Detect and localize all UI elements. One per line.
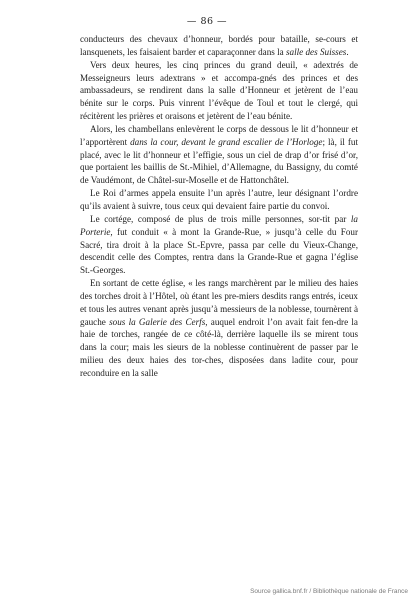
text-segment: Vers deux heures, les cinq princes du grand deuil, « adextrés de Messeigneurs leurs adextrans » et accompa-gnés des princes et des ambassadeurs, se rendirent dans la salle d’Honneur et jetèrent de l’eau bénite sur le corps. Puis vinrent l’évêque de Toul et tout le clergé, qui récitèrent les prières et oraisons et jetèrent de l’eau bénite. <box>80 59 358 122</box>
paragraph <box>80 123 358 187</box>
italic-text: salle des Suisses <box>285 46 347 57</box>
text-segment: , fut conduit « à mont la Grande-Rue, » jusqu’à celle du Four Sacré, tira droit à la place St.-Epvre, passa par celle du Vieux-Change, descendit celle des Comptes, rentra dans la Grande-Rue et gagna l’église St.-Georges. <box>80 226 358 276</box>
italic-text: dans la cour, devant le grand escalier de l’Horloge <box>130 136 323 147</box>
text-segment: conducteurs des chevaux d’honneur, bordés pour bataille, se-cours et lansquenets, les faisaient barder et caparaçonner dans la <box>80 34 358 57</box>
paragraph <box>80 187 358 213</box>
text-segment: Alors, les chambellans enlevèrent le corps de dessous le lit d’honneur et l’apportèrent <box>80 123 358 147</box>
paragraph <box>80 59 358 123</box>
italic-text: la Porterie <box>80 213 358 237</box>
text-segment: , auquel endroit l’on avait fait fen-dre la haie de torches, rangée de ce côté-là, derrière laquelle ils se mirent tous dans la cour; mais les sieurs de la noblesse continuèrent de passer par le milieu des deux haies des tor-ches, disposées dans ladite cour, pour reconduire en la salle <box>80 316 358 378</box>
text-segment: Le cortége, composé de plus de trois mille personnes, sor-tit par <box>90 213 351 224</box>
page-number: — 86 — <box>186 16 228 27</box>
paragraph <box>80 277 358 380</box>
text-segment: En sortant de cette église, « les rangs marchèrent par le milieu des haies des torches droit à l’Hôtel, où étant les pre-miers desdits rangs entrés, iceux et tous les autres venant après jusqu’à messieurs de la noblesse, tournèrent à gauche <box>80 278 358 327</box>
italic-text: sous la Galerie des Cerfs <box>109 316 206 327</box>
paragraph <box>80 213 358 277</box>
text-segment: . <box>346 46 349 57</box>
text-segment: Le Roi d’armes appela ensuite l’un après l’autre, leur désignant l’ordre qu’ils avaient à suivre, tous ceux qui devaient faire partie du convoi. <box>80 188 358 211</box>
paragraph <box>80 33 358 59</box>
text-segment: ; là, il fut placé, avec le lit d’honneur et l’effigie, sous un ciel de drap d’or frisé d’or, que portaient les baillis de St.-Mihiel, d’Allemagne, du Bassigny, du comté de Vaudémont, de Châtel-sur-Moselle et de Hattonchâtel. <box>80 136 359 186</box>
source-footer: Source gallica.bnf.fr / Bibliothèque nationale de France <box>250 588 408 595</box>
body-text <box>80 33 358 380</box>
